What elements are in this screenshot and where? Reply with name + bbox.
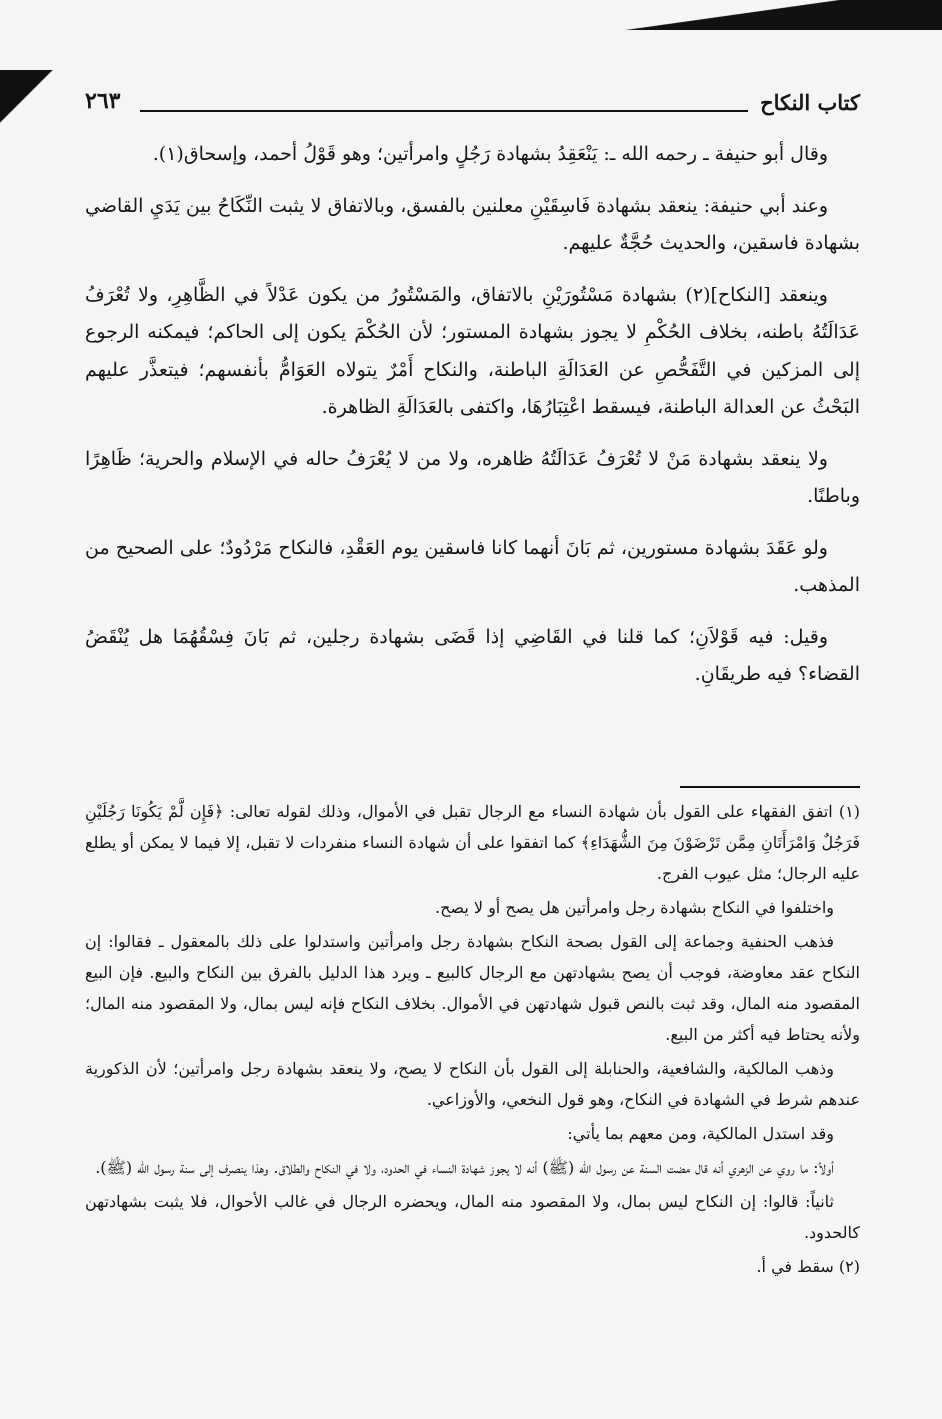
footnote-paragraph: فذهب الحنفية وجماعة إلى القول بصحة النكاح بشهادة رجل وامرأتين واستدلوا على ذلك بالمعقول ـ فقالوا: إن النكاح عقد معاوضة، فوجب أن يصح بشهادتهن مع الرجال كالبيع ـ ويرد هذا الدليل بالفرق بين النكاح والبيع. فإن البيع المقصود منه المال، وقد ثبت بالنص قبول شهادتهن في الأموال. بخلاف النكاح فإنه ليس بمال، ولا المقصود منه المال؛ ولأنه يحتاط فيه أكثر من البيع.	[85, 932, 861, 1044]
main-paragraph: وقيل: فيه قَوْلاَنِ؛ كما قلنا في القَاضِي إذا قَضَى بشهادة رجلين، ثم بَانَ فِسْقُهُمَا هل يُنْقَضُ القضاء؟ فيه طريقَانِ.	[85, 625, 860, 685]
footnote-separator	[680, 786, 860, 788]
main-paragraph: وينعقد [النكاح](٢) بشهادة مَسْتُورَيْنِ بالاتفاق، والمَسْتُورُ من يكون عَدْلاً في الظَّاهِرِ، ولا تُعْرَفُ عَدَالَتُهُ باطنه، بخلاف الحُكْمِ لا يجوز بشهادة المستور؛ لأن الحُكْمَ يكون إلى الحاكم؛ فيمكنه الرجوع إلى المزكين في التَّفَحُّصِ عن العَدَالَةِ الباطنة، والنكاح أَمْرٌ يتولاه العَوَامُّ بأنفسهم؛ فيتعذَّر عليهم البَحْثُ عن العدالة الباطنة، فيسقط اعْتِبَارُهَا، واكتفى بالعَدَالَةِ الظاهرة.	[85, 283, 860, 418]
footnote-paragraph: واختلفوا في النكاح بشهادة رجل وامرأتين هل يصح أو لا يصح.	[435, 898, 834, 917]
main-paragraph: ولا ينعقد بشهادة مَنْ لا تُعْرَفُ عَدَالَتُهُ ظاهره، ولا من لا يُعْرَفُ حاله في الإسلام والحرية؛ ظَاهِرًا وباطنًا.	[85, 447, 860, 507]
header-rule	[140, 110, 748, 112]
main-paragraph: وعند أبي حنيفة: ينعقد بشهادة فَاسِقَيْنِ معلنين بالفسق، وبالاتفاق لا يثبت النِّكَاحُ بين يَدَيِ القاضي بشهادة فاسقين، والحديث حُجَّةٌ عليهم.	[85, 194, 860, 254]
footnotes	[85, 796, 860, 1285]
footnote-paragraph: ثانياً: قالوا: إن النكاح ليس بمال، ولا المقصود منه المال، ويحضره الرجال في غالب الأحوال، فلا يثبت بشهادتهن كالحدود.	[85, 1192, 860, 1242]
main-paragraph: ولو عَقَدَ بشهادة مستورين، ثم بَانَ أنهما كانا فاسقين يوم العَقْدِ، فالنكاح مَرْدُودٌ؛ على الصحيح من المذهب.	[85, 536, 860, 596]
main-paragraph: وقال أبو حنيفة ـ رحمه الله ـ: يَنْعَقِدُ بشهادة رَجُلٍ وامرأتين؛ وهو قَوْلُ أحمد، وإسحاق(١).	[152, 143, 828, 165]
page-header	[85, 90, 860, 126]
scan-corner-mark	[0, 70, 62, 132]
main-text	[85, 136, 860, 708]
footnote-paragraph: (٢) سقط في أ.	[756, 1257, 860, 1276]
page-number: ٢٦٣	[85, 88, 121, 114]
footnote-paragraph: وقد استدل المالكية، ومن معهم بما يأتي:	[567, 1124, 834, 1143]
footnote-paragraph: وذهب المالكية، والشافعية، والحنابلة إلى القول بأن النكاح لا يصح، ولا ينعقد بشهادة رجل وامرأتين؛ لأن الذكورية عندهم شرط في الشهادة في النكاح، وهو قول النخعي، والأوزاعي.	[85, 1059, 860, 1109]
scan-streak	[575, 0, 942, 30]
footnote-paragraph: (١) اتفق الفقهاء على القول بأن شهادة النساء مع الرجال تقبل في الأموال، وذلك لقوله تعالى: ﴿فَإِن لَّمْ يَكُونَا رَجُلَيْنِ فَرَجُلٌ وَامْرَأَتَانِ مِمَّن تَرْضَوْنَ مِنَ الشُّهَدَاءِ﴾ كما اتفقوا على أن شهادة النساء منفردات لا تقبل، إلا فيما لا يمكن أو يطلع عليه الرجال؛ مثل عيوب الفرج.	[85, 802, 860, 883]
running-title: كتاب النكاح	[760, 90, 860, 115]
footnote-paragraph: أولاً: ما روي عن الزهري أنه قال مضت السنة عن رسول الله (ﷺ) أنه لا يجوز شهادة النساء في الحدود، ولا في النكاح والطلاق. وهذا ينصرف إلى سنة رسول الله (ﷺ).	[95, 1158, 834, 1177]
